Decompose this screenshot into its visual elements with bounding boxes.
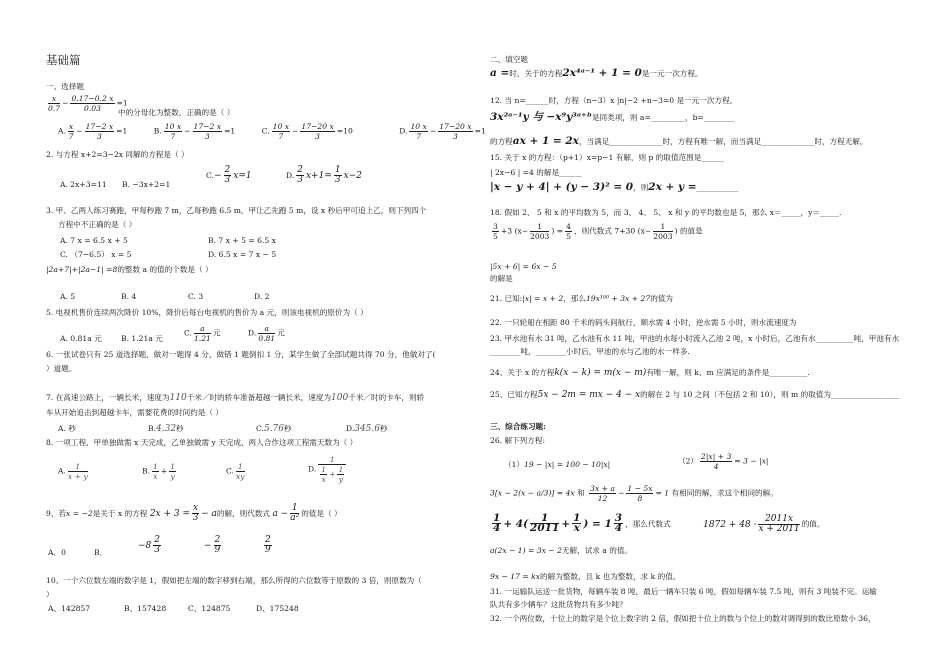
question-4-option-c: C. 3 (188, 292, 204, 301)
exercise-26: 26. 解下列方程: (490, 436, 546, 445)
question-4-stem: |2a+7|+|2a−1| =8的整数 a 的值的个数是（ ） (46, 265, 213, 274)
question-7-option-d: D.345.6秒 (346, 424, 388, 434)
question-7-option-a: A. 秒 (58, 424, 76, 433)
exercise-29: a(2x − 1) = 3x − 2无解，试求 a 的值。 (490, 546, 633, 555)
question-2-option-b: B. −3x+2=1 (122, 180, 171, 189)
question-1-options (58, 122, 510, 141)
exercise-27: 3[x − 2(x − a/3)] = 4x 和 $\frac{3x + a}{12}$ − $\frac{1 - 5x}{8}$ = 1 有相同的解，求这个相同的解。 (490, 484, 778, 503)
fill-18: 18. 假如 2、 5 和 x 的平均数为 5，而 3、 4、 5、 x 和 y 的平均数也是 5，那么 x＝_____，y＝_____. (490, 208, 842, 217)
question-5-option-b: B. 1.21a 元 (121, 334, 163, 343)
question-2-option-c: C.− $\frac{2}{3}$ x=1 (206, 165, 252, 185)
option-b: B. $\frac{10 x}{7}$ − $\frac{17-2 x}{3}$ =1 (153, 122, 236, 141)
fill-23-line2: ________吨，________小时后，甲池的水与乙池的水一样多. (490, 347, 690, 356)
exercise-31-line2: 队共有多少辆车？这批货物共有多少吨？ (490, 600, 627, 609)
fill-20: |5x + 6| = 6x − 5 (490, 262, 557, 271)
question-4-option-d: D. 2 (254, 292, 270, 301)
question-10-option-b: B、157428 (124, 604, 167, 613)
question-8-option-a: A. $\frac{1}{x + y}$ (58, 462, 88, 481)
question-10-line1: 10、一个六位数左端的数字是 1，假如把左端的数字移到右端，那么所得的六位数等于原数的 3 倍，则原数为（ (46, 576, 422, 585)
question-3-option-a: A. 7 x = 6.5 x + 5 (60, 236, 128, 245)
exercise-28: $\frac{1}{4}$ + 4( $\frac{1}{2011}$ + $\frac{1}{x}$ ) = 1 $\frac{3}{4}$ ，那么代数式 1872 + 48 · $\frac{2011x}{x + 2011}$ 的值。 (493, 512, 825, 534)
fill-15: 15. 关于 x 的方程：（p+1）x=p−1 有解，则 p 的取值范围是______ (490, 153, 725, 162)
question-4-option-a: A. 5 (60, 292, 76, 301)
section-exercise-title: 三、综合练习题: (490, 422, 546, 431)
fill-14: 的方程ax + 1 = 2x，当满足______________时，方程有唯一解，而当满足______________时，方程无解。 (490, 135, 868, 147)
question-2-option-d: D. $\frac{2}{3}$ x+1= $\frac{1}{3}$ x−2 (286, 165, 362, 185)
question-6-line2: ）道题。 (46, 364, 77, 373)
fill-24: 24、关于 x 的方程k(x − k) = m(x − m)有唯一解，则 k、m 应满足的条件是__________. (490, 368, 810, 378)
question-8-option-d: D. 1 $\frac{1}{x}$ + $\frac{1}{y}$ (308, 455, 348, 484)
section-fill-title: 二、填空题 (490, 55, 528, 64)
question-9-value-c: − $\frac{2}{9}$ (204, 535, 221, 555)
question-5-option-a: A. 0.81a 元 (60, 334, 102, 343)
fill-20-tail: 的解是 (490, 274, 513, 283)
question-8-option-c: C. $\frac{1}{xy}$ (226, 462, 245, 481)
question-10-line2: ） (46, 590, 54, 599)
question-2-stem: 2. 与方程 x+2=3−2x 同解的方程是（ ） (46, 150, 189, 159)
question-6-line1: 6. 一张试卷只有 25 道选择题，做对一题得 4 分，做错 1 题倒扣 1 分，某学生做了全部试题共得 70 分，他做对了( (46, 350, 436, 359)
question-3-option-c: C. （7−6.5） x = 5 (60, 250, 132, 259)
fill-23-line1: 23. 甲水池有水 31 吨，乙水池有水 11 吨，甲池的水每小时流入乙池 2 吨，x 小时后，乙池有水__________吨，甲池有水 (490, 334, 900, 343)
question-10-option-d: D、175248 (256, 604, 299, 613)
question-9-option-b: B． (94, 548, 108, 557)
section-choice-title: 一、选择题 (46, 82, 84, 91)
question-5-option-d: D. $\frac{a}{0.81}$ 元 (248, 324, 285, 343)
exercise-32: 32. 一个两位数，十位上的数字是个位上数字的 2 倍，假如把十位上的数与个位上的数对调得到的数比原数小 36， (490, 614, 876, 623)
option-a: A. $\frac{x}{7}$ − $\frac{17-2 x}{3}$ =1 (58, 122, 128, 141)
question-5-stem: 5. 电视机售价连续两次降价 10%，降价后每台电视机的售价为 a 元，则该电视机的原价为（ ） (46, 308, 368, 317)
fill-21: 21. 已知:|x| = x + 2，那么19x¹⁰⁰ + 3x + 27的值为 (490, 294, 673, 303)
question-2-option-a: A. 2x+3=11 (60, 180, 107, 189)
question-8-stem: 8. 一项工程，甲单独做需 x 天完成，乙单独做需 y 天完成，两人合作这项工程需天数为（ ） (46, 438, 358, 447)
question-9-value-b: −8 $\frac{2}{3}$ (138, 535, 161, 555)
option-d: D. $\frac{10 x}{7}$ − $\frac{17-20 x}{3}$ =1 (399, 122, 486, 141)
question-3-option-b: B. 7 x + 5 = 6.5 x (208, 236, 276, 245)
question-1-equation: $\frac{x}{0.7}$ − $\frac{0.17-0.2 x}{0.03}$ =1 (48, 94, 128, 113)
fill-25: 25、已知方程5x − 2m = mx − 4 − x的解在 2 与 10 之间（不包括 2 和 10），则 m 的取值为__________________ (490, 390, 900, 400)
question-5-option-c: C. $\frac{a}{1.21}$ 元 (184, 324, 221, 343)
fill-12: 12. 当 n=______时，方程（n−3）x |n|−2 +n−3=0 是一元一次方程。 (490, 96, 738, 105)
fill-16: | 2x−6 | =4 的解是______ (490, 168, 582, 177)
fill-13: 3x²ᵃ⁻¹y 与 −x⁹y³ᵃ⁺ᵇ是同类项，则 a=_________，b=________ (490, 111, 735, 123)
question-4-option-b: B. 4 (121, 292, 137, 301)
question-3-line2: 方程中不正确的是（ ） (58, 220, 137, 229)
question-1-stem: 中的分母化为整数，正确的是（ ） (118, 108, 235, 117)
question-9-value-d: $\frac{2}{9}$ (265, 535, 271, 555)
question-7-line2: 车从开始追击到超越卡车，需要花费的时间约是（ ） (46, 408, 224, 417)
question-7-line1: 7. 在高速公路上，一辆长米，速度为110千米／时的轿车准备超越一辆长米，速度为100千米／时的卡车，则轿 (46, 393, 425, 403)
exercise-26-part2: （2） $\frac{2|x| + 3}{4}$ = 3 − |x| (678, 452, 769, 471)
fill-22: 22. 一只轮船在相距 80 千米的码头间航行，顺水需 4 小时，逆水需 5 小时，则水流速度为 (490, 318, 797, 327)
question-3-line1: 3. 甲、乙两人练习赛跑，甲每秒跑 7 m，乙每秒跑 6.5 m，甲让乙先跑 5 m，设 x 秒后甲可追上乙，则下列四个 (46, 206, 427, 215)
question-9-option-a: A．0 (48, 548, 66, 557)
question-8-option-b: B. $\frac{1}{x}$ + $\frac{1}{y}$ (142, 462, 176, 481)
fill-19: $\frac{3}{5}$ +3 (x− $\frac{1}{2003}$ ) = $\frac{4}{5}$ ，则代数式 7+30 (x− $\frac{1}{2003}$ ) 的值是 (493, 222, 703, 241)
question-9-stem: 9、若x = −2是关于 x 的方程 2x + 3 = $\frac{x}{3}$ − a的解，则代数式 a − $\frac{1}{\text{a²}}$ 的值是（ ） (46, 503, 342, 523)
exercise-26-part1: （1）19 − |x| = 100 − 10|x| (504, 460, 611, 469)
exercise-30: 9x − 17 = kx的解为整数，且 k 也为整数，求 k 的值。 (490, 572, 681, 581)
fill-1: a =时，关于的方程2x⁴ᵃ⁻¹ + 1 = 0是一元一次方程。 (490, 67, 703, 79)
question-3-option-d: D. 6.5 x = 7 x − 5 (208, 250, 277, 259)
page-title: 基础篇 (46, 53, 81, 67)
option-c: C. $\frac{10 x}{7}$ − $\frac{17-20 x}{3}$ =10 (261, 122, 353, 141)
question-7-option-c: C.5.76秒 (256, 424, 292, 434)
question-10-option-c: C、124875 (188, 604, 231, 613)
question-10-option-a: A、142857 (48, 604, 91, 613)
exercise-31-line1: 31. 一运输队运送一批货物，每辆车装 8 吨，最后一辆车只装 6 吨，假如每辆车装 7.5 吨，则有 3 吨装不完。运输 (490, 587, 877, 596)
question-7-option-b: B.4.32秒 (148, 424, 184, 434)
fill-17: |x − y + 4| + (y − 3)² = 0，则2x + y =___________ (490, 181, 739, 193)
